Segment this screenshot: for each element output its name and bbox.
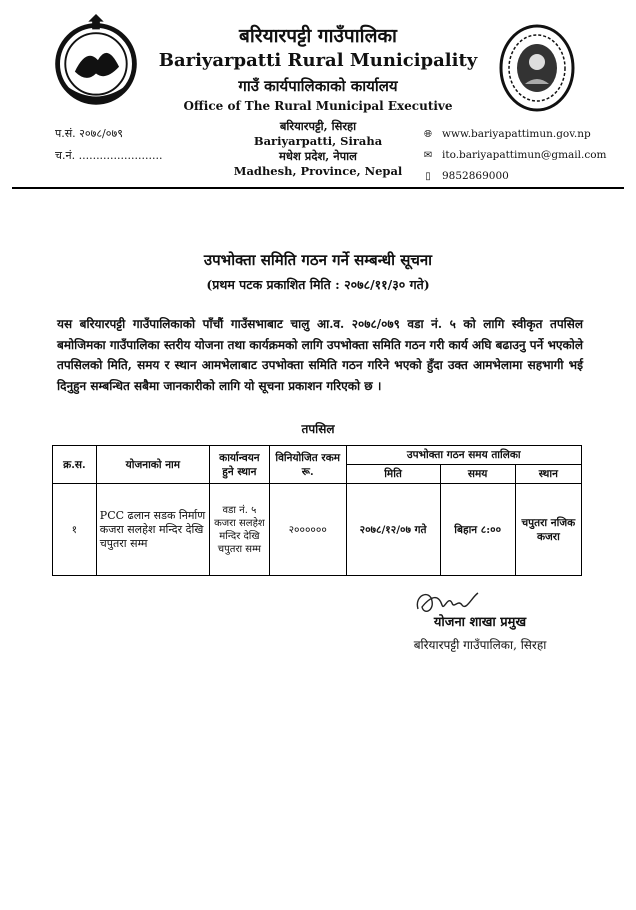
schedule-table: [52, 445, 582, 576]
cell-date: २०७८/१२/०७ गते: [346, 484, 440, 576]
cell-project: PCC ढलान सडक निर्माण कजरा सलहेश मन्दिर देखि चपुतरा सम्म: [96, 484, 209, 576]
letterhead-divider: [12, 187, 624, 189]
email-text[interactable]: ito.bariyapattimun@gmail.com: [442, 149, 607, 161]
dispatch-number: च.नं. ........................: [55, 149, 163, 162]
header-location: कार्यान्वयन हुने स्थान: [209, 446, 269, 484]
signoff-title: योजना शाखा प्रमुख: [433, 615, 527, 630]
address-en-2: Madhesh, Province, Nepal: [233, 164, 403, 178]
schedule-label: तपसिल: [301, 422, 335, 436]
notice-body: यस बरियारपट्टी गाउँपालिकाको पाँचौं गाउँसभाबाट चालु आ.व. २०७८/०७९ वडा नं. ५ को लागि स्वीकृत तपसिल बमोजिमका गाउँपालिका स्तरीय योजना तथा कार्यक्रमको लागि उपभोक्ता समिति गठन गरी कार्य अघि बढाउनु पर्ने भएकोले तपसिलको मिति, समय र स्थान आमभेलाबाट उपभोक्ता समिति गठन गरिने भएको हुँदा उक्त आमभेलामा सहभागी भई दिनुहुन सम्बन्धित सबैमा जानकारीको लागि यो सूचना प्रकाशन गरिएको छ ।: [57, 317, 583, 393]
header-date: मिति: [346, 465, 440, 484]
website-row: [423, 124, 607, 145]
address-np-1: बरियारपट्टी, सिरहा: [279, 119, 357, 133]
municipality-name-np: बरियारपट्टी गाउँपालिका: [239, 25, 397, 47]
header-project: योजनाको नाम: [96, 446, 209, 484]
header-schedule-group: उपभोक्ता गठन समय तालिका: [346, 446, 581, 465]
notice-subtitle: (प्रथम पटक प्रकाशित मिति : २०७८/११/३० गते): [206, 277, 430, 292]
cell-place: चपुतरा नजिक कजरा: [515, 484, 581, 576]
contact-block: [423, 124, 607, 187]
phone-row: [423, 166, 607, 187]
cell-time: बिहान ८:००: [440, 484, 515, 576]
address-block: [190, 119, 446, 179]
mail-icon: ✉: [423, 150, 433, 161]
nepal-emblem-icon: [48, 14, 144, 110]
office-name-en: Office of The Rural Municipal Executive: [183, 99, 453, 113]
municipality-seal-icon: [497, 22, 577, 114]
header-budget: विनियोजित रकम रू.: [269, 446, 346, 484]
phone-text: 9852869000: [442, 170, 509, 182]
header-time: समय: [440, 465, 515, 484]
website-text[interactable]: www.bariyapattimun.gov.np: [442, 128, 591, 140]
reference-number: प.सं. २०७८/०७९: [55, 127, 123, 140]
cell-location: वडा नं. ५ कजरा सलहेश मन्दिर देखि चपुतरा सम्म: [209, 484, 269, 576]
header-sn: क्र.स.: [53, 446, 97, 484]
table-row: [53, 484, 582, 576]
email-row: [423, 145, 607, 166]
notice-title: उपभोक्ता समिति गठन गर्ने सम्बन्धी सूचना: [203, 251, 433, 269]
signoff-office: बरियारपट्टी गाउँपालिका, सिरहा: [413, 638, 547, 652]
header-place: स्थान: [515, 465, 581, 484]
globe-icon: 🌐︎: [424, 129, 432, 140]
municipality-name-en: Bariyarpatti Rural Municipality: [158, 50, 478, 71]
cell-sn: १: [53, 484, 97, 576]
address-np-2: मधेश प्रदेश, नेपाल: [279, 149, 357, 163]
address-en-1: Bariyarpatti, Siraha: [253, 134, 383, 148]
phone-icon: ▯: [425, 171, 431, 182]
cell-budget: २००००००: [269, 484, 346, 576]
office-name-np: गाउँ कार्यपालिकाको कार्यालय: [238, 77, 398, 95]
